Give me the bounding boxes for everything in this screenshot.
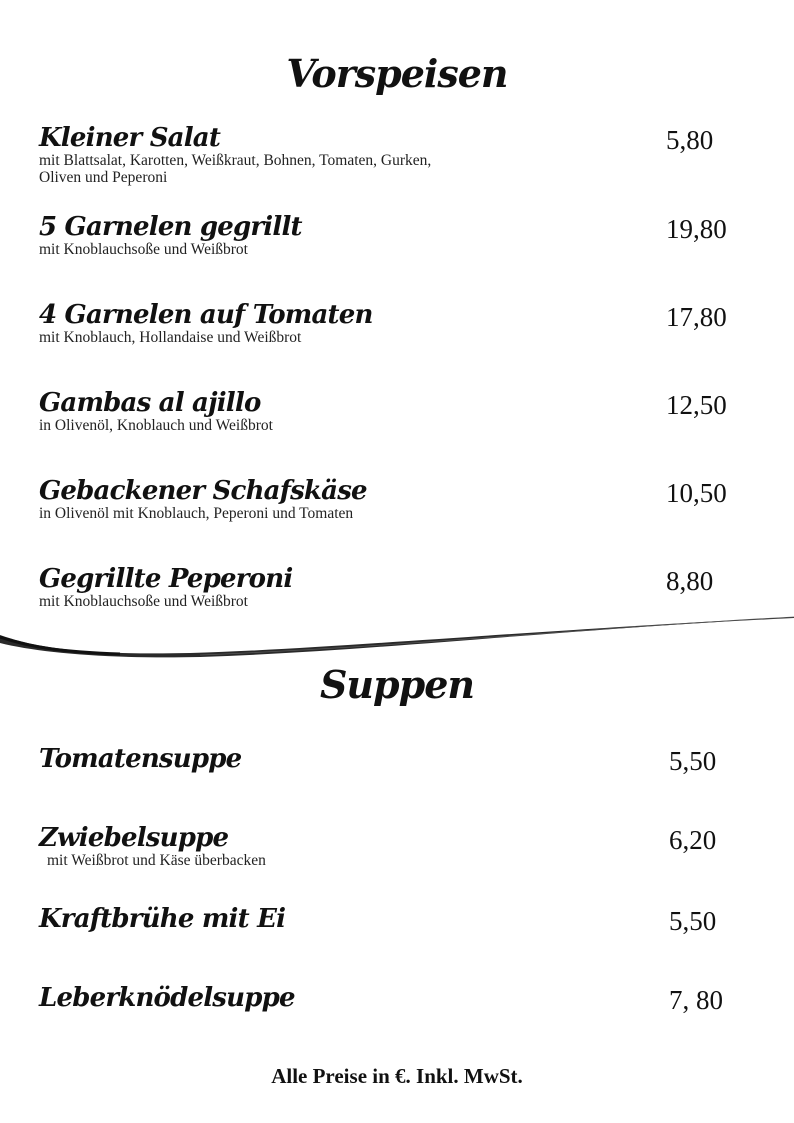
menu-item-name: Kraftbrühe mit Ei [39,904,286,934]
menu-item-name: Kleiner Salat [39,123,221,153]
menu-item-name: Zwiebelsuppe [39,823,229,853]
menu-item-description: in Olivenöl, Knoblauch und Weißbrot [39,417,273,434]
section-title-vorspeisen: Vorspeisen [286,51,508,96]
menu-item [39,565,779,610]
menu-item [39,124,779,186]
menu-item-description: mit Weißbrot und Käse überbacken [47,852,266,869]
menu-item-description: mit Knoblauchsoße und Weißbrot [39,593,248,610]
menu-item-price: 5,80 [666,125,714,155]
menu-item [39,983,779,1015]
menu-item-name: Leberknödelsuppe [39,983,295,1013]
footer-price-note: Alle Preise in €. Inkl. MwSt. [271,1064,523,1088]
menu-item-name: Tomatensuppe [39,744,242,774]
menu-item-name: 4 Garnelen auf Tomaten [39,300,373,330]
menu-item-description: mit Knoblauch, Hollandaise und Weißbrot [39,329,302,346]
menu-item-price: 6,20 [669,825,717,855]
menu-item-price: 19,80 [666,214,727,244]
menu-item-description: mit Blattsalat, Karotten, Weißkraut, Bohnen, Tomaten, Gurken, Oliven und Peperoni [39,152,432,186]
menu-item-name: Gambas al ajillo [39,388,261,418]
menu-item-price: 7, 80 [669,985,723,1015]
menu-item [39,389,779,434]
menu-item-description: mit Knoblauchsoße und Weißbrot [39,241,248,258]
brush-stroke-divider [0,605,794,665]
menu-item-name: Gebackener Schafskäse [39,476,367,506]
menu-item [39,213,779,258]
menu-item [39,744,779,776]
menu-item [39,904,779,936]
menu-item [39,824,779,869]
menu-item-name: 5 Garnelen gegrillt [39,212,302,242]
menu-item-name: Gegrillte Peperoni [39,564,293,594]
menu-item-price: 8,80 [666,566,714,596]
menu-item-price: 10,50 [666,478,727,508]
menu-item-price: 17,80 [666,302,727,332]
menu-item-price: 5,50 [669,746,717,776]
section-title-suppen: Suppen [319,662,474,707]
menu-item-price: 12,50 [666,390,727,420]
menu-item [39,301,779,346]
menu-item [39,477,779,522]
menu-item-description: in Olivenöl mit Knoblauch, Peperoni und Tomaten [39,505,354,522]
menu-item-price: 5,50 [669,906,717,936]
